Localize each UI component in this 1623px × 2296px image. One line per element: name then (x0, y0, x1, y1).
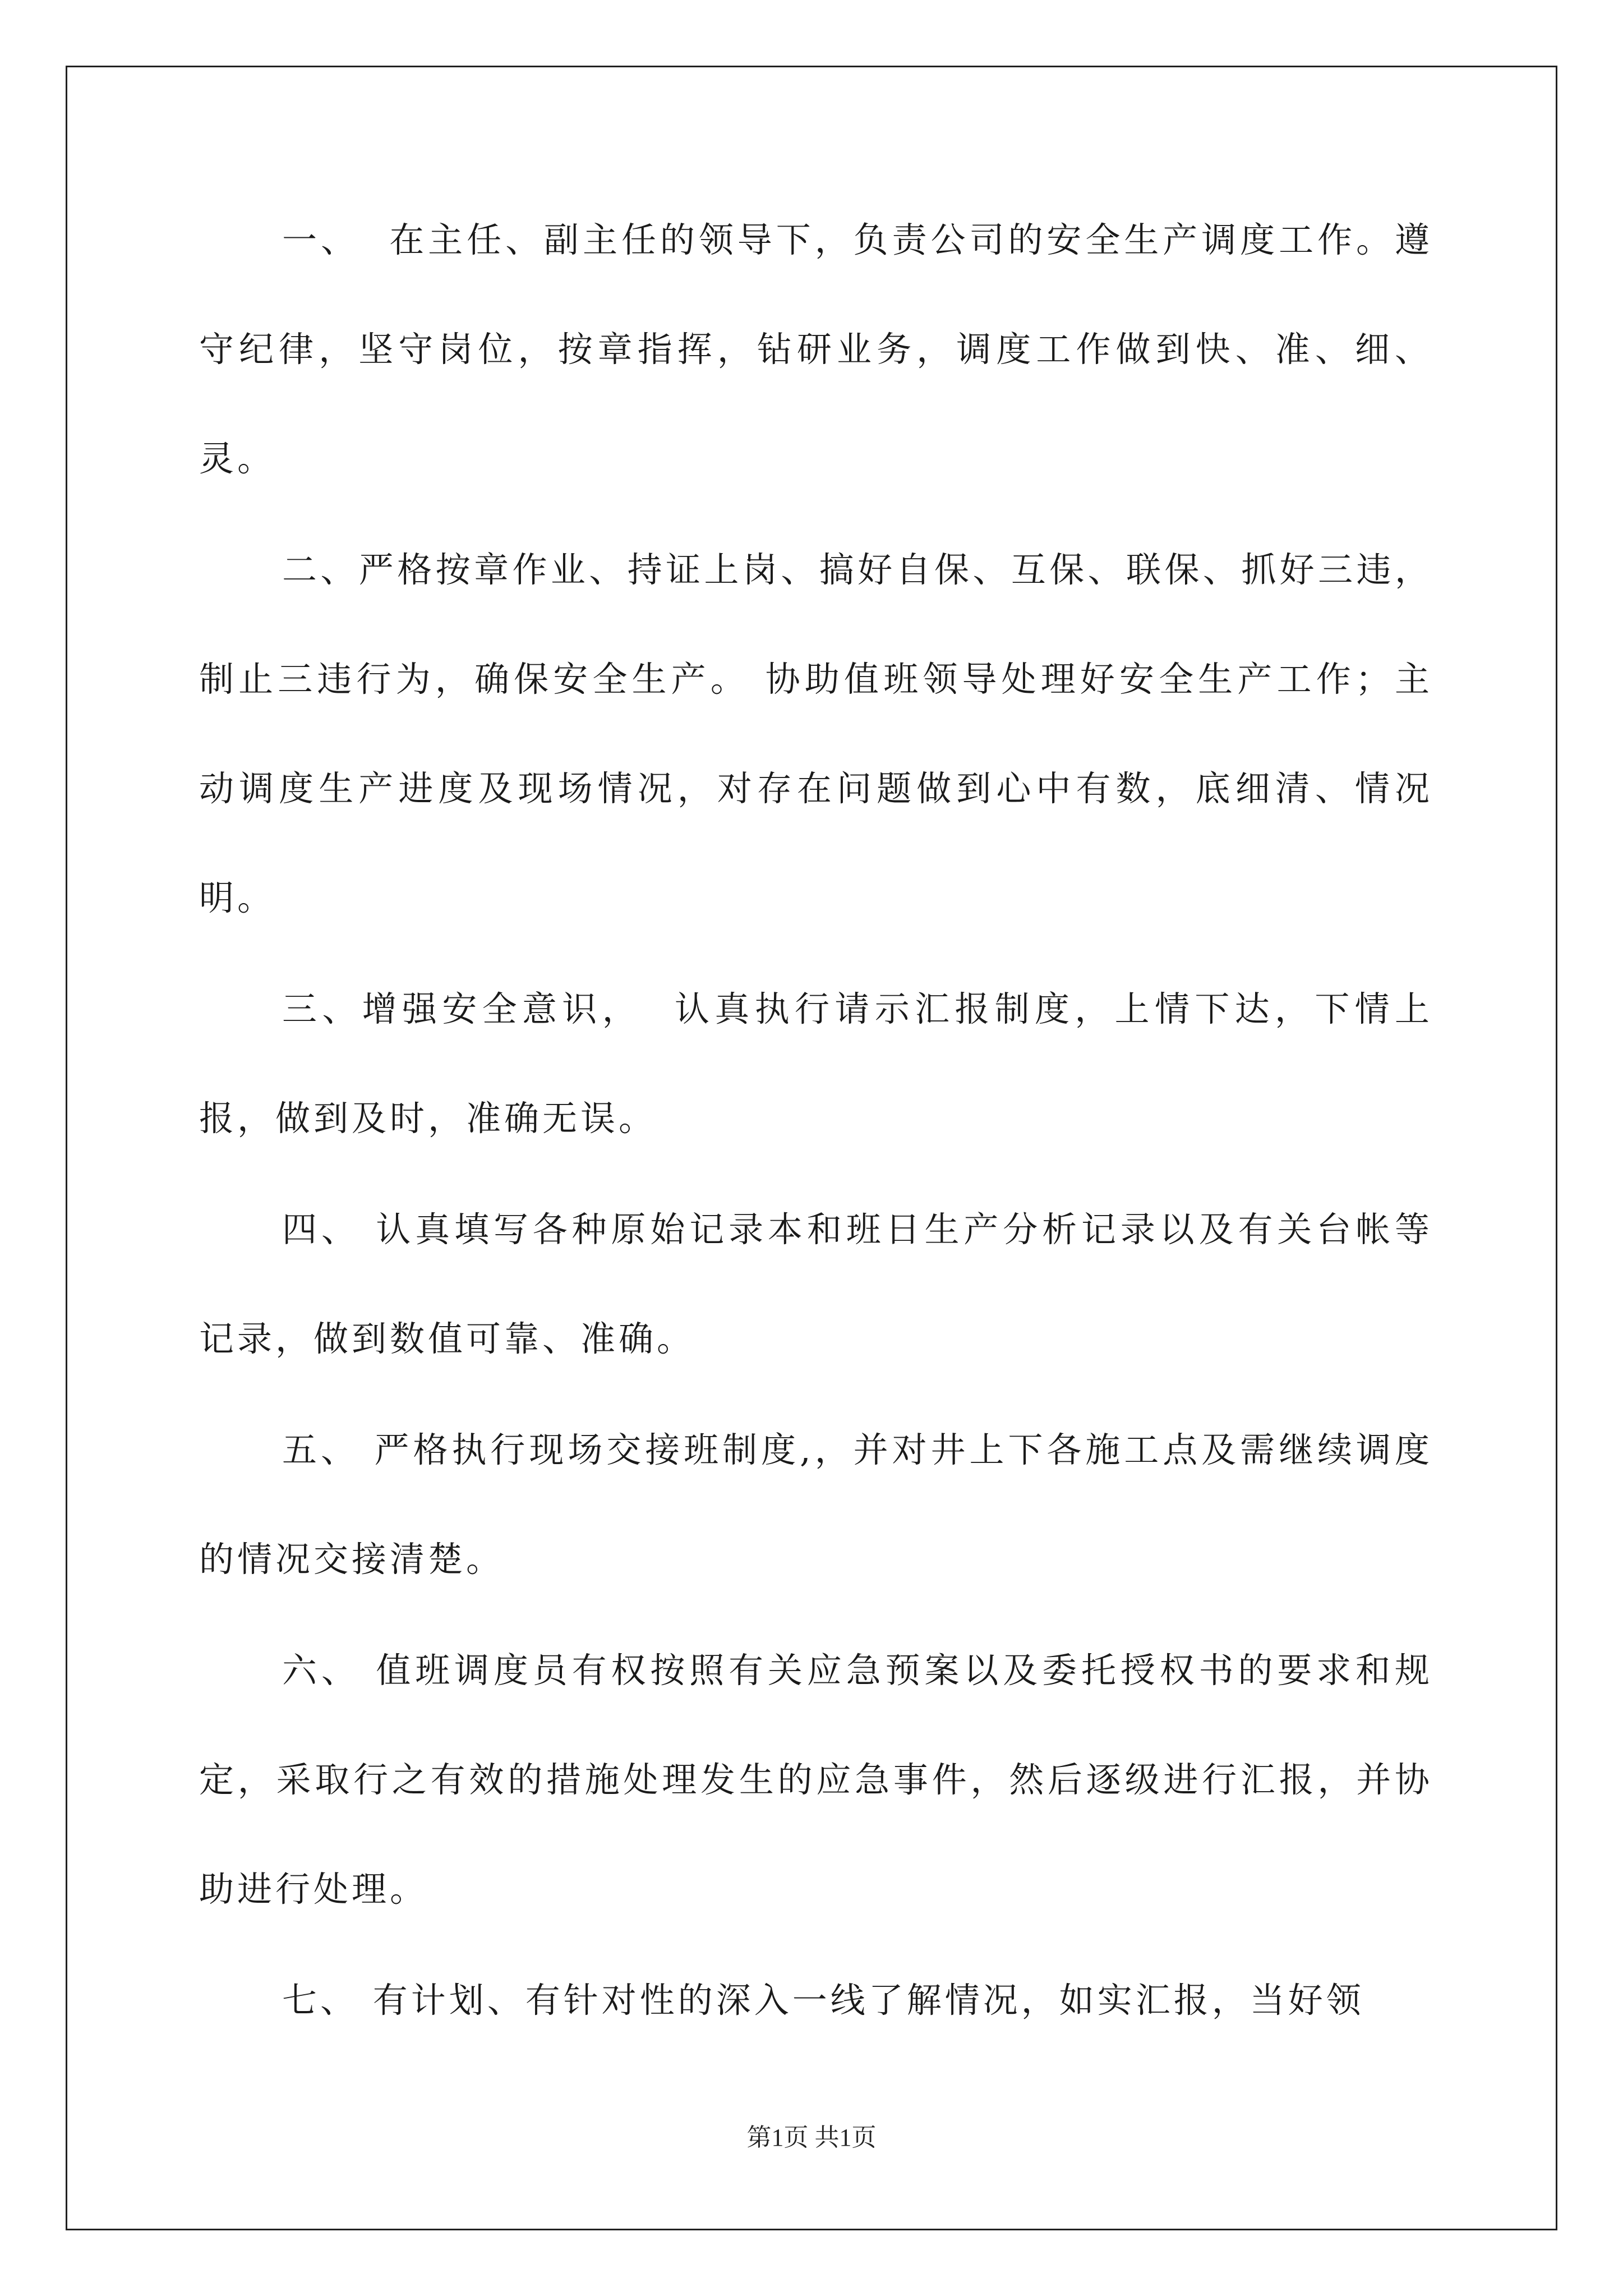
paragraph-1: 一、 在主任、副主任的领导下，负责公司的安全生产调度工作。遵守纪律，坚守岗位，按章指挥，钻研业务，调度工作做到快、准、细、灵。 (199, 219, 1433, 479)
page-footer: 第1页 共1页 (746, 2124, 877, 2151)
paragraph-5: 五、 严格执行现场交接班制度,，并对井上下各施工点及需继续调度的情况交接清楚。 (199, 1429, 1433, 1580)
paragraph-3: 三、增强安全意识， 认真执行请示汇报制度，上情下达，下情上报，做到及时，准确无误。 (199, 988, 1433, 1139)
paragraph-2: 二、严格按章作业、持证上岗、搞好自保、互保、联保、抓好三违，制止三违行为，确保安全生产。 协助值班领导处理好安全生产工作；主动调度生产进度及现场情况，对存在问题做到心中有数，底细清、情况明。 (199, 549, 1433, 918)
document-body (199, 185, 1433, 2056)
paragraph-7: 七、 有计划、有针对性的深入一线了解情况，如实汇报，当好领 (282, 1980, 1364, 2021)
paragraph-6: 六、 值班调度员有权按照有关应急预案以及委托授权书的要求和规定，采取行之有效的措施处理发生的应急事件，然后逐级进行汇报，并协助进行处理。 (199, 1650, 1433, 1910)
paragraph-4: 四、 认真填写各种原始记录本和班日生产分析记录以及有关台帐等记录，做到数值可靠、准确。 (199, 1209, 1433, 1359)
